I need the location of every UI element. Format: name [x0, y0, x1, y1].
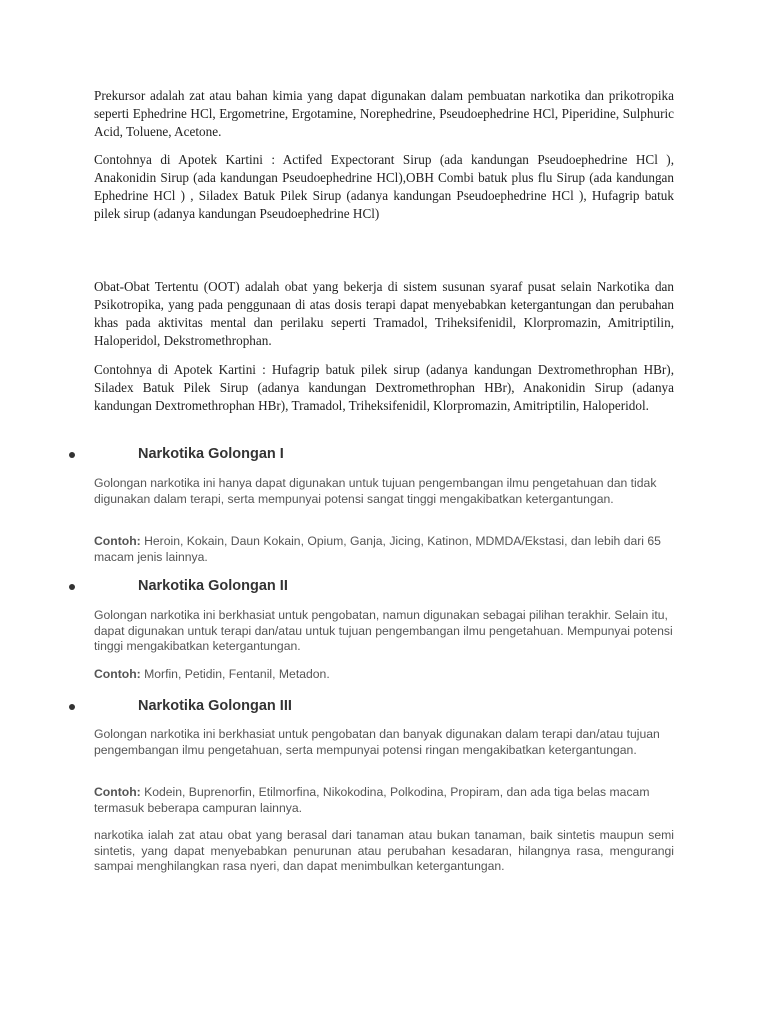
example-label: Contoh:: [94, 785, 141, 799]
golongan-1-example-text: Heroin, Kokain, Daun Kokain, Opium, Ganja, Jicing, Katinon, MDMDA/Ekstasi, dan lebih dari 65 macam jenis lainnya.: [94, 534, 661, 564]
golongan-3-example-text: Kodein, Buprenorfin, Etilmorfina, Nikokodina, Polkodina, Propiram, dan ada tiga belas macam termasuk beberapa campuran lainnya.: [94, 785, 650, 815]
narkotika-definition: narkotika ialah zat atau obat yang berasal dari tanaman atau bukan tanaman, baik sintetis maupun semi sintetis, yang dapat menyebabkan penurunan atau perubahan kesadaran, hilangnya rasa, mengurangi sampai menghilangkan rasa nyeri, dan dapat menimbulkan ketergantungan.: [94, 828, 674, 873]
golongan-3-description: Golongan narkotika ini berkhasiat untuk pengobatan dan banyak digunakan dalam terapi dan/atau tujuan pengembangan ilmu pengetahuan, serta mempunyai potensi ringan mengakibatkan ketergantungan.: [94, 727, 660, 757]
prekursor-example: Contohnya di Apotek Kartini : Actifed Expectorant Sirup (ada kandungan Pseudoephedrine HCl ), Anakonidin Sirup (ada kandungan Pseudoephedrine HCl),OBH Combi batuk plus flu Sirup (ada kandungan Ephedrine HCl ) , Siladex Batuk Pilek Sirup (adanya kandungan Pseudoephedrine HCl ), Hufagrip batuk pilek sirup (adanya kandungan Pseudoephedrine HCl): [94, 152, 674, 221]
bullet-icon: [69, 704, 75, 710]
oot-example: Contohnya di Apotek Kartini : Hufagrip batuk pilek sirup (adanya kandungan Dextromethrophan HBr), Siladex Batuk Pilek Sirup (adanya kandungan Dextromethrophan HBr), Anakonidin Sirup (adanya kandungan Dextromethrophan HBr), Tramadol, Triheksifenidil, Klorpromazin, Amitriptilin, Haloperidol.: [94, 362, 674, 413]
bullet-icon: [69, 584, 75, 590]
golongan-1-heading: Narkotika Golongan I: [138, 446, 284, 462]
golongan-2-description: Golongan narkotika ini berkhasiat untuk pengobatan, namun digunakan sebagai pilihan terakhir. Selain itu, dapat digunakan untuk terapi dan/atau untuk tujuan pengembangan ilmu pengetahuan. Mempunyai potensi tinggi mengakibatkan ketergantungan.: [94, 608, 673, 653]
golongan-3-example: [94, 785, 674, 816]
golongan-2-example: [94, 667, 674, 683]
golongan-1-example: [94, 534, 674, 565]
oot-definition: Obat-Obat Tertentu (OOT) adalah obat yang bekerja di sistem susunan syaraf pusat selain Narkotika dan Psikotropika, yang pada penggunaan di atas dosis terapi dapat menyebabkan ketergantungan dan perubahan khas pada aktivitas mental dan perilaku seperti Tramadol, Triheksifenidil, Klorpromazin, Amitriptilin, Haloperidol, Dekstromethrophan.: [94, 279, 674, 348]
example-label: Contoh:: [94, 667, 141, 681]
prekursor-definition: Prekursor adalah zat atau bahan kimia yang dapat digunakan dalam pembuatan narkotika dan prikotropika seperti Ephedrine HCl, Ergometrine, Ergotamine, Norephedrine, Pseudoephedrine HCl, Piperidine, Sulphuric Acid, Toluene, Acetone.: [94, 88, 674, 139]
golongan-2-heading: Narkotika Golongan II: [138, 578, 288, 594]
golongan-2-example-text: Morfin, Petidin, Fentanil, Metadon.: [140, 667, 330, 681]
golongan-3-heading: Narkotika Golongan III: [138, 698, 292, 714]
bullet-icon: [69, 452, 75, 458]
example-label: Contoh:: [94, 534, 141, 548]
golongan-1-description: Golongan narkotika ini hanya dapat digunakan untuk tujuan pengembangan ilmu pengetahuan dan tidak digunakan dalam terapi, serta mempunyai potensi sangat tinggi mengakibatkan ketergantungan.: [94, 476, 657, 506]
